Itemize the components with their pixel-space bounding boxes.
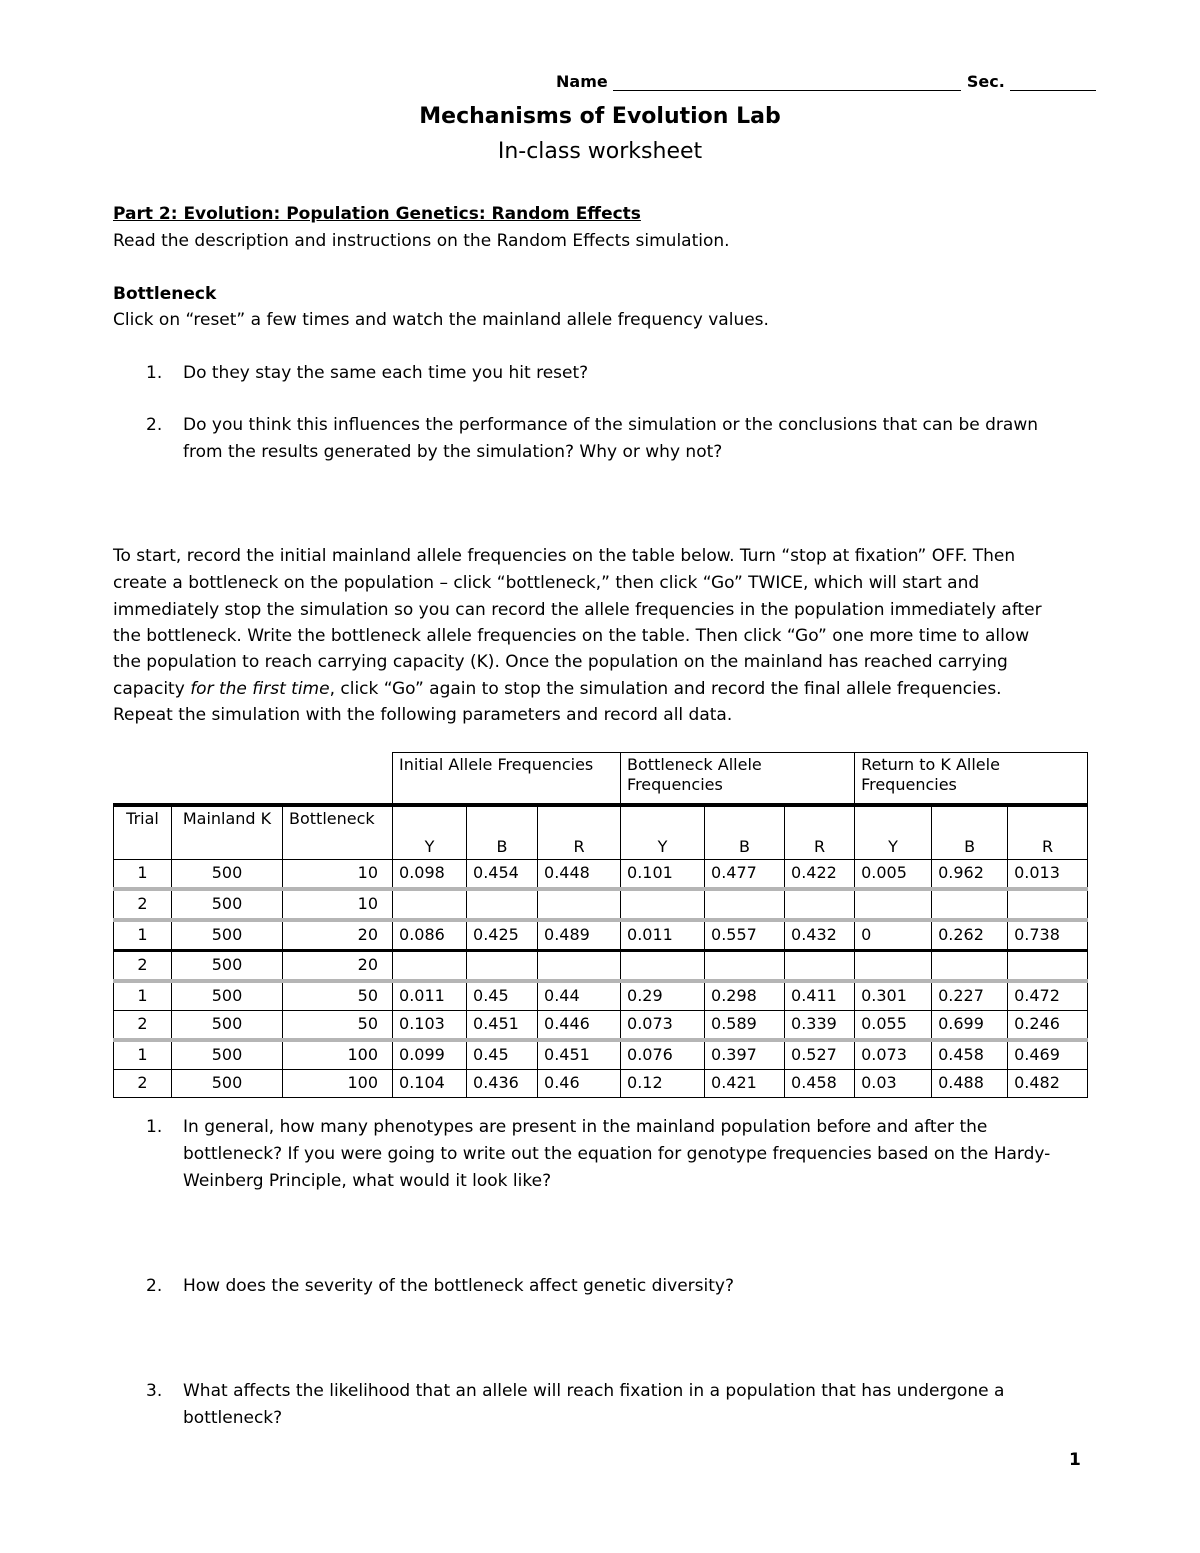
parameter-cell: 2 [114,1011,172,1041]
question-text: What affects the likelihood that an allele will reach fixation in a population that has undergone a [183,1381,1005,1401]
parameter-cell: 20 [283,951,393,982]
frequency-cell[interactable]: 0.103 [393,1011,467,1041]
frequency-cell[interactable]: 0.101 [621,860,705,890]
frequency-cell[interactable] [1008,951,1088,982]
parameter-cell: 500 [172,951,283,982]
frequency-cell[interactable]: 0.298 [705,981,785,1011]
parameter-cell: 500 [172,860,283,890]
frequency-cell[interactable]: 0.451 [467,1011,538,1041]
instruction-emphasis: for the first time [190,679,330,699]
question-text: bottleneck? If you were going to write out the equation for genotype frequencies based on the Hardy- [183,1144,1051,1164]
instruction-line: the bottleneck. Write the bottleneck allele frequencies on the table. Then click “Go” one more time to allow [113,626,1030,646]
parameter-cell: 2 [114,1070,172,1098]
column-header: Bottleneck [283,805,393,860]
parameter-cell: 500 [172,981,283,1011]
name-sec-row [556,72,1096,91]
column-header: B [932,805,1008,860]
question-text: from the results generated by the simulation? Why or why not? [183,442,723,462]
frequency-cell[interactable]: 0.432 [785,920,855,951]
document-title: Mechanisms of Evolution Lab [419,104,781,129]
parameter-cell: 10 [283,860,393,890]
parameter-cell: 500 [172,920,283,951]
column-header: B [705,805,785,860]
frequency-cell[interactable]: 0.45 [467,1040,538,1070]
frequency-cell[interactable] [393,951,467,982]
frequency-cell[interactable]: 0.339 [785,1011,855,1041]
frequency-cell[interactable] [1008,889,1088,920]
column-header: R [1008,805,1088,860]
frequency-cell[interactable]: 0.076 [621,1040,705,1070]
frequency-cell[interactable]: 0.005 [855,860,932,890]
instruction-line: To start, record the initial mainland allele frequencies on the table below. Turn “stop at fixation” OFF. Then [113,546,1016,566]
question-number: 3. [146,1381,163,1401]
frequency-cell[interactable]: 0.12 [621,1070,705,1098]
question-number: 1. [146,363,163,383]
document-subtitle: In-class worksheet [497,139,703,164]
frequency-cell[interactable]: 0.446 [538,1011,621,1041]
part-intro: Read the description and instructions on the Random Effects simulation. [113,231,730,251]
frequency-cell[interactable]: 0.458 [932,1040,1008,1070]
table-row [114,889,1088,920]
frequency-cell[interactable]: 0.227 [932,981,1008,1011]
parameter-cell: 1 [114,860,172,890]
frequency-cell[interactable]: 0.458 [785,1070,855,1098]
table-row [114,1070,1088,1098]
table-row [114,1011,1088,1041]
frequency-cell[interactable] [538,889,621,920]
parameter-cell: 10 [283,889,393,920]
frequency-cell[interactable]: 0.46 [538,1070,621,1098]
initial-frequencies-header: Initial Allele Frequencies [393,753,621,806]
frequency-cell[interactable]: 0 [855,920,932,951]
instruction-line: Repeat the simulation with the following parameters and record all data. [113,705,733,725]
frequency-cell[interactable]: 0.425 [467,920,538,951]
frequency-cell[interactable] [538,951,621,982]
parameter-cell: 50 [283,1011,393,1041]
frequency-cell[interactable]: 0.448 [538,860,621,890]
frequency-cell[interactable]: 0.055 [855,1011,932,1041]
name-field[interactable] [613,74,961,91]
parameter-cell: 100 [283,1040,393,1070]
question-text: In general, how many phenotypes are present in the mainland population before and after the [183,1117,988,1137]
column-header: Y [621,805,705,860]
column-header: Trial [114,805,172,860]
frequency-cell[interactable]: 0.262 [932,920,1008,951]
bottleneck-frequencies-header: Bottleneck Allele Frequencies [621,753,855,806]
frequency-cell[interactable] [932,889,1008,920]
frequency-cell[interactable] [705,889,785,920]
frequency-cell[interactable]: 0.246 [1008,1011,1088,1041]
table-row [114,981,1088,1011]
question-text: How does the severity of the bottleneck affect genetic diversity? [183,1276,734,1296]
page-number: 1 [1069,1450,1081,1470]
frequency-cell[interactable]: 0.472 [1008,981,1088,1011]
frequency-cell[interactable]: 0.488 [932,1070,1008,1098]
table-row [114,860,1088,890]
frequency-cell[interactable] [467,951,538,982]
frequency-cell[interactable]: 0.44 [538,981,621,1011]
frequency-cell[interactable]: 0.073 [855,1040,932,1070]
allele-frequency-table [113,752,1088,1098]
parameter-cell: 500 [172,1070,283,1098]
frequency-cell[interactable]: 0.436 [467,1070,538,1098]
question-number: 2. [146,415,163,435]
instruction-line: create a bottleneck on the population – click “bottleneck,” then click “Go” TWICE, which will start and [113,573,980,593]
frequency-cell[interactable]: 0.451 [538,1040,621,1070]
name-label: Name [556,72,608,91]
instruction-line: the population to reach carrying capacity (K). Once the population on the mainland has reached carrying [113,652,1008,672]
empty-header-cell [114,753,393,806]
column-header: R [538,805,621,860]
frequency-cell[interactable] [785,951,855,982]
column-header: R [785,805,855,860]
frequency-cell[interactable] [621,951,705,982]
frequency-cell[interactable]: 0.527 [785,1040,855,1070]
frequency-cell[interactable]: 0.011 [393,981,467,1011]
column-header: Y [855,805,932,860]
frequency-cell[interactable]: 0.011 [621,920,705,951]
frequency-cell[interactable]: 0.301 [855,981,932,1011]
column-header: Mainland K [172,805,283,860]
question-text: Weinberg Principle, what would it look like? [183,1171,552,1191]
column-header: B [467,805,538,860]
frequency-cell[interactable]: 0.099 [393,1040,467,1070]
frequency-cell[interactable]: 0.482 [1008,1070,1088,1098]
column-header-row [114,805,1088,860]
sec-label: Sec. [966,72,1005,91]
frequency-cell[interactable]: 0.397 [705,1040,785,1070]
parameter-cell: 20 [283,920,393,951]
frequency-cell[interactable]: 0.03 [855,1070,932,1098]
frequency-cell[interactable]: 0.962 [932,860,1008,890]
question-text: Do you think this influences the performance of the simulation or the conclusions that can be drawn [183,415,1038,435]
bottleneck-heading: Bottleneck [113,284,217,304]
question-text: Do they stay the same each time you hit reset? [183,363,589,383]
table-row [114,920,1088,951]
parameter-cell: 50 [283,981,393,1011]
frequency-cell[interactable] [855,951,932,982]
frequency-cell[interactable]: 0.469 [1008,1040,1088,1070]
table-row [114,1040,1088,1070]
instruction-line [113,679,1002,699]
frequency-cell[interactable]: 0.477 [705,860,785,890]
frequency-cell[interactable] [393,889,467,920]
parameter-cell: 500 [172,889,283,920]
parameter-cell: 1 [114,1040,172,1070]
frequency-cell[interactable]: 0.098 [393,860,467,890]
frequency-cell[interactable]: 0.104 [393,1070,467,1098]
parameter-cell: 1 [114,920,172,951]
frequency-cell[interactable]: 0.738 [1008,920,1088,951]
sec-field[interactable] [1010,74,1096,91]
question-number: 2. [146,1276,163,1296]
frequency-cell[interactable] [705,951,785,982]
frequency-cell[interactable]: 0.073 [621,1011,705,1041]
frequency-cell[interactable]: 0.589 [705,1011,785,1041]
parameter-cell: 1 [114,981,172,1011]
frequency-cell[interactable]: 0.421 [705,1070,785,1098]
bottleneck-instruction: Click on “reset” a few times and watch the mainland allele frequency values. [113,310,769,330]
question-number: 1. [146,1117,163,1137]
table-row [114,951,1088,982]
frequency-cell[interactable]: 0.013 [1008,860,1088,890]
frequency-cell[interactable]: 0.489 [538,920,621,951]
column-header: Y [393,805,467,860]
question-text: bottleneck? [183,1408,283,1428]
parameter-cell: 500 [172,1040,283,1070]
return-to-k-header: Return to K Allele Frequencies [855,753,1088,806]
group-header-row [114,753,1088,806]
frequency-cell[interactable]: 0.411 [785,981,855,1011]
frequency-cell[interactable]: 0.557 [705,920,785,951]
frequency-cell[interactable]: 0.45 [467,981,538,1011]
parameter-cell: 2 [114,951,172,982]
instruction-line: immediately stop the simulation so you can record the allele frequencies in the population immediately after [113,600,1042,620]
frequency-cell[interactable] [467,889,538,920]
part-heading: Part 2: Evolution: Population Genetics: Random Effects [113,204,641,224]
parameter-cell: 2 [114,889,172,920]
frequency-cell[interactable] [621,889,705,920]
frequency-cell[interactable]: 0.29 [621,981,705,1011]
frequency-cell[interactable]: 0.086 [393,920,467,951]
frequency-cell[interactable] [785,889,855,920]
frequency-cell[interactable] [855,889,932,920]
parameter-cell: 100 [283,1070,393,1098]
instruction-text: , click “Go” again to stop the simulation and record the final allele frequencies. [329,679,1002,699]
table-body [114,860,1088,1098]
instruction-text: capacity [113,679,191,699]
frequency-cell[interactable]: 0.422 [785,860,855,890]
parameter-cell: 500 [172,1011,283,1041]
frequency-cell[interactable]: 0.454 [467,860,538,890]
frequency-cell[interactable] [932,951,1008,982]
frequency-cell[interactable]: 0.699 [932,1011,1008,1041]
